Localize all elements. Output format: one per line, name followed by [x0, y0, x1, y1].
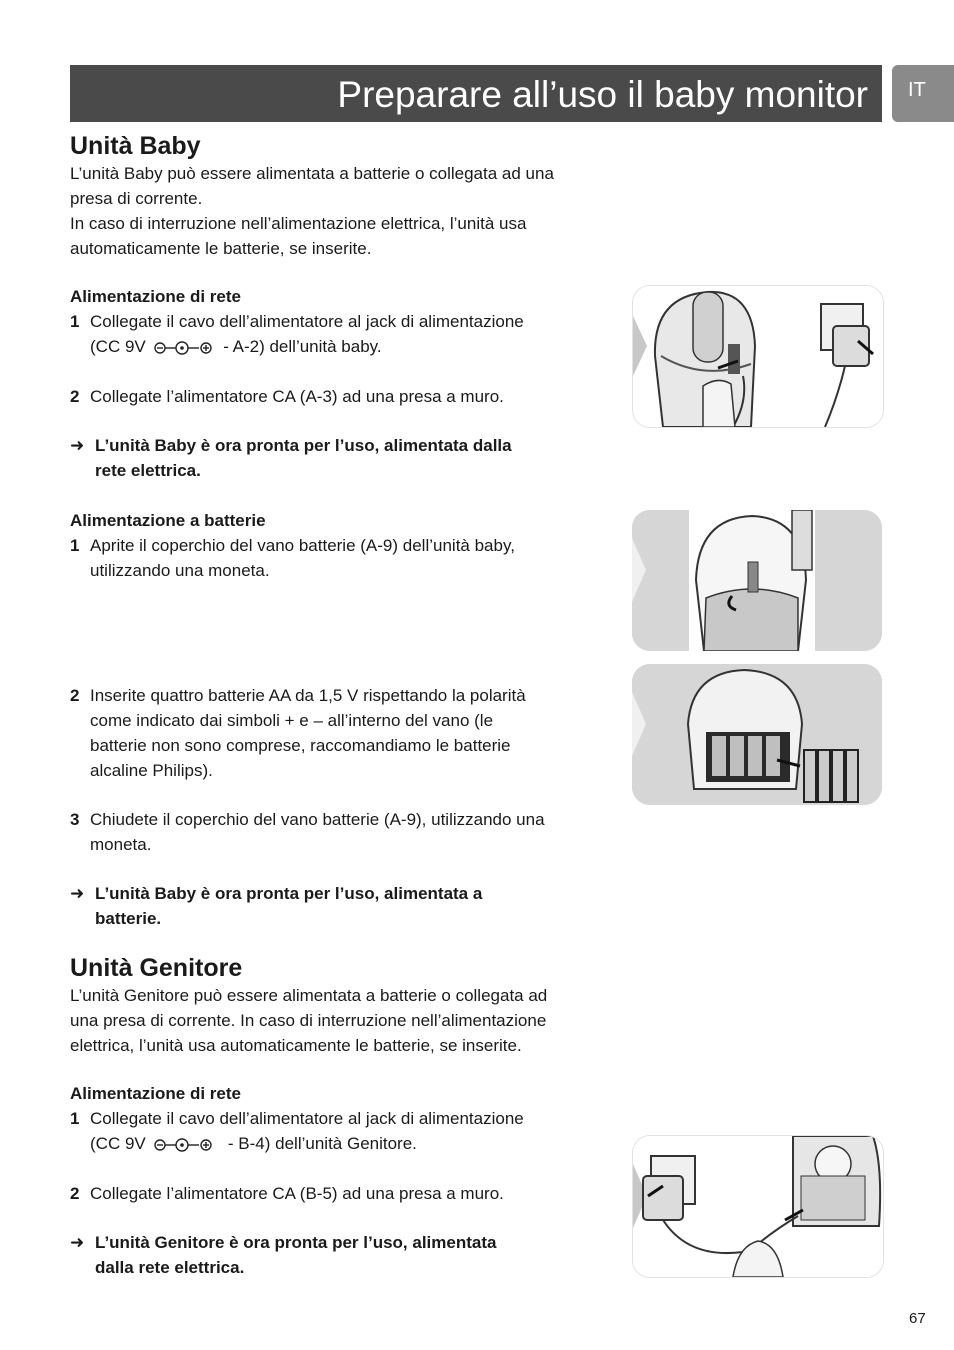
arrow-icon: ➜: [70, 1233, 85, 1252]
page-header-bar: [70, 65, 882, 122]
step-text: Aprite il coperchio del vano batterie (A-9) dell’unità baby,: [90, 536, 515, 555]
dc-polarity-icon: [152, 1137, 216, 1153]
step-text: Collegate il cavo dell’alimentatore al jack di alimentazione: [90, 1109, 524, 1128]
parent-intro-line: una presa di corrente. In caso di interruzione nell’alimentazione: [70, 1011, 547, 1030]
result-text: L’unità Baby è ora pronta per l’uso, alimentata a: [95, 884, 483, 903]
baby-battery-heading: Alimentazione a batterie: [70, 511, 266, 530]
parent-intro-line: elettrica, l’unità usa automaticamente le batterie, se inserite.: [70, 1036, 522, 1055]
baby-intro-line: In caso di interruzione nell’alimentazione elettrica, l’unità usa: [70, 214, 527, 233]
step-number: 1: [70, 312, 80, 331]
parent-mains-illustration: [632, 1135, 884, 1278]
step-text-line: [90, 1131, 605, 1156]
battery-insert-illustration: [632, 664, 882, 805]
step-text-post: - B-4) dell’unità Genitore.: [218, 1134, 417, 1153]
dc-polarity-icon: [152, 340, 216, 356]
step-text: Chiudete il coperchio del vano batterie (A-9), utilizzando una: [90, 810, 545, 829]
baby-battery-section: [70, 508, 605, 583]
result-text: L’unità Genitore è ora pronta per l’uso, alimentata: [95, 1233, 497, 1252]
baby-mains-result: [70, 433, 605, 483]
step-number: 2: [70, 1184, 80, 1203]
baby-unit-heading: Unità Baby: [70, 132, 201, 160]
step-number: 2: [70, 387, 80, 406]
parent-mains-result: [70, 1230, 605, 1280]
baby-mains-step-2: [70, 384, 605, 409]
baby-mains-step-1: [70, 309, 605, 359]
step-text-line: [90, 334, 605, 359]
step-text: Collegate l’alimentatore CA (B-5) ad una presa a muro.: [90, 1184, 504, 1203]
step-text: Collegate il cavo dell’alimentatore al jack di alimentazione: [90, 312, 524, 331]
baby-intro-line: presa di corrente.: [70, 189, 203, 208]
arrow-icon: ➜: [70, 884, 85, 903]
baby-battery-section-cont: [70, 683, 605, 931]
baby-battery-result: [70, 881, 605, 931]
battery-cover-illustration: [632, 510, 882, 651]
parent-mains-section: [70, 1081, 605, 1280]
parent-unit-section: [70, 953, 605, 1058]
step-text-pre: (CC 9V: [90, 337, 146, 356]
parent-mains-step-2: [70, 1181, 605, 1206]
step-number: 1: [70, 536, 80, 555]
step-text: come indicato dai simboli + e – all’interno del vano (le: [90, 711, 494, 730]
parent-intro-line: L’unità Genitore può essere alimentata a batterie o collegata ad: [70, 986, 548, 1005]
parent-mains-step-1: [70, 1106, 605, 1156]
arrow-icon: ➜: [70, 436, 85, 455]
step-number: 3: [70, 810, 80, 829]
step-number: 2: [70, 686, 80, 705]
step-text-pre: (CC 9V: [90, 1134, 146, 1153]
step-number: 1: [70, 1109, 80, 1128]
language-label: IT: [908, 79, 926, 101]
parent-mains-heading: Alimentazione di rete: [70, 1084, 241, 1103]
step-text: batterie non sono comprese, raccomandiamo le batterie: [90, 736, 511, 755]
step-text: utilizzando una moneta.: [90, 561, 270, 580]
step-text: alcaline Philips).: [90, 761, 213, 780]
baby-intro-line: automaticamente le batterie, se inserite.: [70, 239, 372, 258]
baby-battery-step-2: [70, 683, 605, 783]
step-text-post: - A-2) dell’unità baby.: [218, 337, 382, 356]
parent-unit-heading: Unità Genitore: [70, 954, 243, 982]
step-text: Collegate l’alimentatore CA (A-3) ad una presa a muro.: [90, 387, 504, 406]
language-tab: [892, 65, 954, 122]
step-text: Inserite quattro batterie AA da 1,5 V rispettando la polarità: [90, 686, 526, 705]
result-text: L’unità Baby è ora pronta per l’uso, alimentata dalla: [95, 436, 512, 455]
baby-unit-section: [70, 131, 605, 261]
baby-mains-heading: Alimentazione di rete: [70, 287, 241, 306]
result-text: batterie.: [95, 909, 162, 928]
baby-mains-illustration: [632, 285, 884, 428]
baby-battery-step-3: [70, 807, 605, 857]
baby-intro-line: L’unità Baby può essere alimentata a batterie o collegata ad una: [70, 164, 554, 183]
result-text: dalla rete elettrica.: [95, 1258, 245, 1277]
step-text: moneta.: [90, 835, 152, 854]
baby-battery-step-1: [70, 533, 605, 583]
baby-mains-section: [70, 284, 605, 483]
page-title: Preparare all’uso il baby monitor: [337, 74, 868, 115]
page-number: 67: [909, 1310, 926, 1327]
result-text: rete elettrica.: [95, 461, 201, 480]
